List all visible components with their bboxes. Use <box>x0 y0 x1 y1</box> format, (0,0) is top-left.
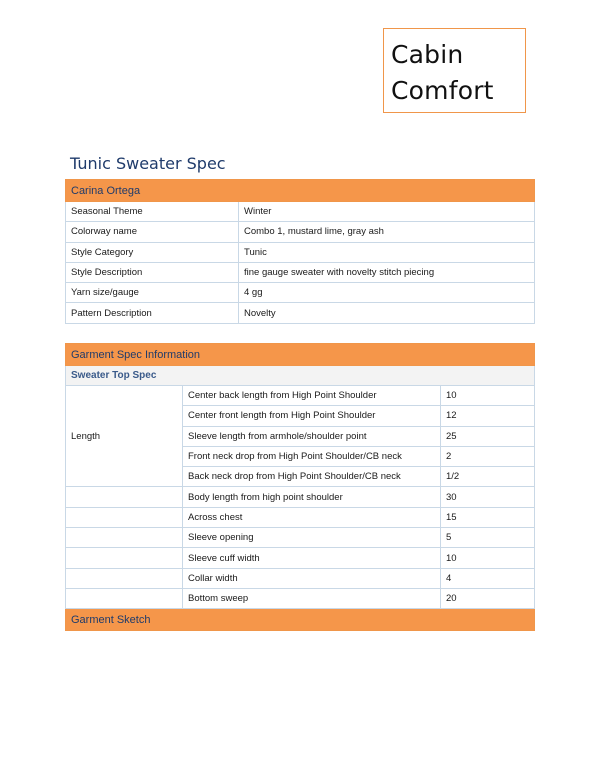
measure-name: Center front length from High Point Shoulder <box>183 406 441 426</box>
measure-name: Front neck drop from High Point Shoulder/CB neck <box>183 446 441 466</box>
row-value: fine gauge sweater with novelty stitch piecing <box>239 262 535 282</box>
row-label: Style Description <box>66 262 239 282</box>
measure-value: 2 <box>441 446 535 466</box>
empty-cell <box>66 588 183 608</box>
table-row <box>66 303 535 323</box>
row-value: 4 gg <box>239 283 535 303</box>
measure-value: 10 <box>441 386 535 406</box>
table-row <box>66 548 535 568</box>
garment-sketch-header: Garment Sketch <box>66 609 535 631</box>
table-row <box>66 528 535 548</box>
measure-name: Across chest <box>183 507 441 527</box>
measure-name: Sleeve opening <box>183 528 441 548</box>
measure-value: 1/2 <box>441 467 535 487</box>
measure-value: 25 <box>441 426 535 446</box>
designer-header-row <box>66 180 535 202</box>
table-row <box>66 222 535 242</box>
table-row <box>66 202 535 222</box>
brand-name-line-2: Comfort <box>391 76 494 105</box>
spec-subheader: Sweater Top Spec <box>66 366 535 386</box>
table-row <box>66 283 535 303</box>
row-label: Style Category <box>66 242 239 262</box>
table-row <box>66 487 535 507</box>
measure-value: 15 <box>441 507 535 527</box>
row-value: Combo 1, mustard lime, gray ash <box>239 222 535 242</box>
spec-header-row <box>66 344 535 366</box>
table-row <box>66 386 535 406</box>
row-value: Novelty <box>239 303 535 323</box>
measure-value: 5 <box>441 528 535 548</box>
table-row <box>66 242 535 262</box>
row-value: Winter <box>239 202 535 222</box>
table-row <box>66 507 535 527</box>
measure-name: Sleeve length from armhole/shoulder point <box>183 426 441 446</box>
spec-subheader-row <box>66 366 535 386</box>
measure-value: 20 <box>441 588 535 608</box>
row-label: Pattern Description <box>66 303 239 323</box>
measure-value: 30 <box>441 487 535 507</box>
measure-name: Sleeve cuff width <box>183 548 441 568</box>
measure-name: Bottom sweep <box>183 588 441 608</box>
designer-name: Carina Ortega <box>66 180 535 202</box>
table-row <box>66 588 535 608</box>
row-label: Colorway name <box>66 222 239 242</box>
brand-name-line-1: Cabin <box>391 40 464 69</box>
empty-cell <box>66 507 183 527</box>
measure-name: Back neck drop from High Point Shoulder/CB neck <box>183 467 441 487</box>
measure-name: Body length from high point shoulder <box>183 487 441 507</box>
measure-value: 4 <box>441 568 535 588</box>
group-label-length: Length <box>66 386 183 487</box>
sketch-header-row <box>66 609 535 631</box>
garment-spec-table <box>65 343 535 631</box>
table-row <box>66 568 535 588</box>
table-row <box>66 262 535 282</box>
empty-cell <box>66 487 183 507</box>
empty-cell <box>66 548 183 568</box>
spec-header: Garment Spec Information <box>66 344 535 366</box>
page-title: Tunic Sweater Spec <box>70 154 226 173</box>
brand-logo-box <box>383 28 526 113</box>
measure-value: 10 <box>441 548 535 568</box>
designer-info-table <box>65 179 535 324</box>
row-label: Yarn size/gauge <box>66 283 239 303</box>
measure-value: 12 <box>441 406 535 426</box>
row-label: Seasonal Theme <box>66 202 239 222</box>
row-value: Tunic <box>239 242 535 262</box>
measure-name: Center back length from High Point Shoulder <box>183 386 441 406</box>
empty-cell <box>66 528 183 548</box>
empty-cell <box>66 568 183 588</box>
measure-name: Collar width <box>183 568 441 588</box>
